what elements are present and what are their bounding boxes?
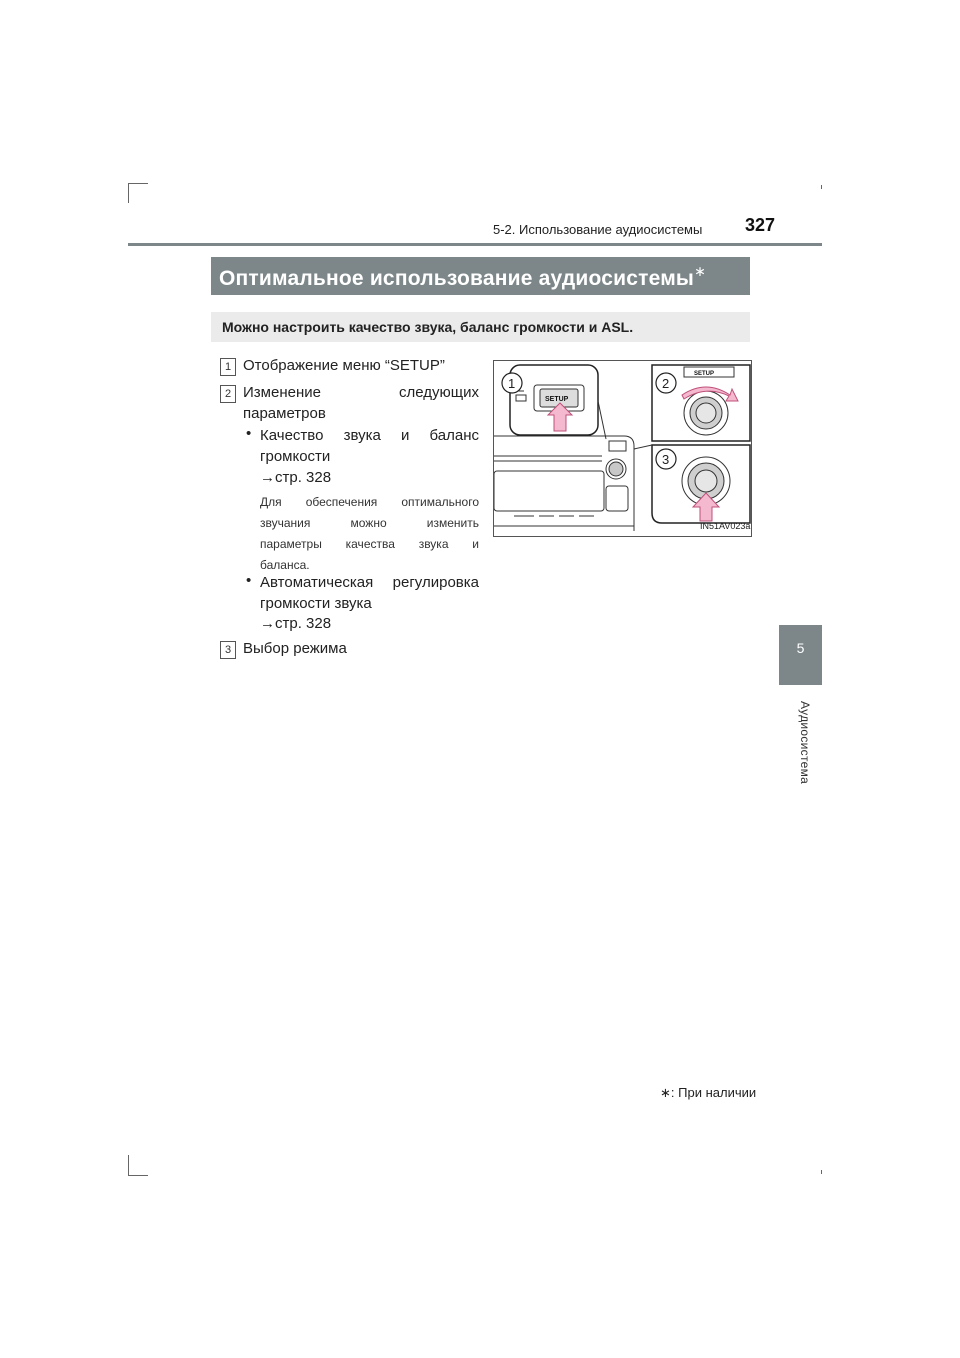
section-title-text: Оптимальное использование аудиосистемы: [219, 267, 695, 290]
bullet-2-page-ref[interactable]: →стр. 328: [260, 615, 332, 632]
callout-3: 3: [662, 452, 670, 467]
item-text-2-line2: параметров: [243, 405, 326, 422]
crop-mark-bottom-right: [821, 1170, 822, 1174]
bullet-1-line1: Качество звука и баланс: [260, 427, 479, 444]
crop-mark-top-left-h: [128, 183, 148, 184]
audio-panel-drawing: [494, 361, 751, 536]
section-path: 5-2. Использование аудиосистемы: [493, 222, 703, 237]
crop-mark-bottom-left-v: [128, 1155, 129, 1175]
footnote: [660, 1085, 756, 1101]
item-text-2-line1: Изменение следующих: [243, 384, 479, 401]
section-title-bar: [211, 257, 750, 295]
crop-mark-bottom-left-h: [128, 1175, 148, 1176]
availability-mark: ∗: [694, 263, 707, 279]
bullet-2-line2: громкости звука: [260, 595, 372, 612]
chapter-tab[interactable]: [779, 625, 822, 685]
chapter-number: 5: [796, 640, 805, 656]
intro-text: Можно настроить качество звука, баланс громкости и ASL.: [222, 319, 634, 335]
page-number: 327: [745, 215, 776, 235]
header-rule: [128, 243, 822, 246]
footnote-text: : При наличии: [670, 1085, 757, 1100]
bullet-2-line1: Автоматическая регулировка: [260, 574, 479, 591]
crop-mark-top-left-v: [128, 183, 129, 203]
footnote-mark: ∗: [660, 1085, 671, 1100]
callout-1: 1: [508, 376, 516, 391]
item-number-2: 2: [220, 385, 236, 403]
bullet-1-note-line3: параметры качества звука и: [260, 537, 479, 551]
section-title: [219, 263, 706, 291]
bullet-marker-1: •: [246, 425, 252, 442]
item-number-1: 1: [220, 358, 236, 376]
chapter-label: Аудиосистема: [798, 701, 812, 785]
bullet-marker-2: •: [246, 572, 252, 589]
callout-2: 2: [662, 376, 670, 391]
audio-panel-illustration: [493, 360, 752, 537]
intro-box: [211, 312, 750, 342]
bullet-1-note-line1: Для обеспечения оптимального: [260, 495, 479, 509]
figure-code: IN51AV023a: [700, 521, 751, 531]
bullet-1-page-ref[interactable]: →стр. 328: [260, 469, 332, 486]
setup-button-label: SETUP: [545, 396, 569, 403]
item-text-1: Отображение меню “SETUP”: [243, 357, 445, 374]
crop-mark-top-right: [821, 185, 822, 189]
setup-label-small: SETUP: [694, 371, 715, 377]
item-text-3: Выбор режима: [243, 640, 347, 657]
bullet-1-line2: громкости: [260, 448, 331, 465]
bullet-1-note-line4: баланса.: [260, 558, 310, 572]
bullet-1-note-line2: звучания можно изменить: [260, 516, 479, 530]
item-number-3: 3: [220, 641, 236, 659]
